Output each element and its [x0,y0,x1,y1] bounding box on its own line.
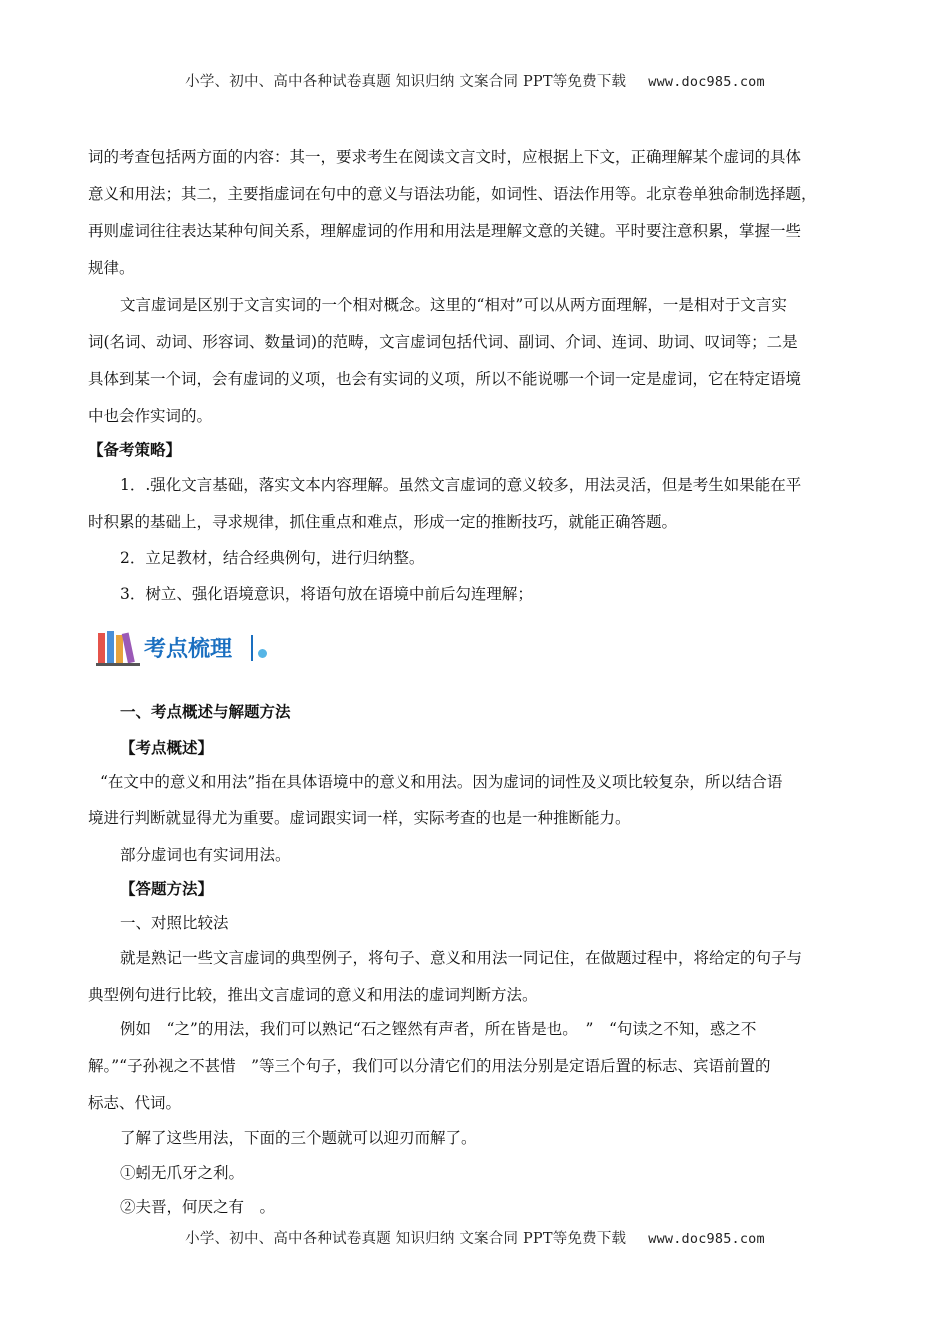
banner-title: 考点梳理 [144,637,233,662]
list-item: 1．.强化文言基础，落实文本内容理解。虽然文言虚词的意义较多，用法灵活，但是考生如果能在平 [120,476,802,494]
example-item: ①蚓无爪牙之利。 [120,1164,245,1182]
body-line: 具体到某一个词，会有虚词的义项，也会有实词的义项，所以不能说哪一个词一定是虚词，它在特定语境 [88,370,802,388]
section-heading-overview-methods: 一、考点概述与解题方法 [120,702,291,721]
body-line: 解。”“子孙视之不甚惜 ”等三个句子，我们可以分清它们的用法分别是定语后置的标志、宾语前置的 [88,1057,771,1075]
body-line: 词的考查包括两方面的内容：其一，要求考生在阅读文言文时，应根据上下文，正确理解某个虚词的具体 [88,148,802,166]
example-item: ②夫晋，何厌之有 。 [120,1198,276,1216]
books-icon [96,629,142,667]
header-url[interactable]: www.doc985.com [648,74,765,90]
page-footer [0,1227,950,1248]
body-line: 了解了这些用法，下面的三个题就可以迎刃而解了。 [120,1129,477,1147]
footer-url[interactable]: www.doc985.com [648,1231,765,1247]
list-item: 3．树立、强化语境意识，将语句放在语境中前后勾连理解； [120,585,533,603]
section-heading-strategy: 【备考策略】 [88,440,182,459]
footer-text: 小学、初中、高中各种试卷真题 知识归纳 文案合同 PPT等免费下载 [185,1231,627,1247]
body-line: 典型例句进行比较，推出文言虚词的意义和用法的虚词判断方法。 [88,986,538,1004]
body-line: 文言虚词是区别于文言实词的一个相对概念。这里的“相对”可以从两方面理解，一是相对于文言实 [120,296,787,314]
body-line: 例如 “之”的用法，我们可以熟记“石之铿然有声者，所在皆是也。 ” “句读之不知，惑之不 [120,1020,757,1038]
body-line: 意义和用法；其二，主要指虚词在句中的意义与语法功能，如词性、语法作用等。北京卷单独命制选择题， [88,185,817,203]
body-line: 词(名词、动词、形容词、数量词)的范畴，文言虚词包括代词、副词、介词、连词、助词、叹词等；二是 [88,333,798,351]
page-header [0,70,950,91]
section-banner [96,627,271,669]
banner-dot [258,649,267,658]
subheading: 一、对照比较法 [120,914,229,932]
body-line: 部分虚词也有实词用法。 [120,846,291,864]
body-line: 境进行判断就显得尤为重要。虚词跟实词一样，实际考查的也是一种推断能力。 [88,809,631,827]
section-heading-methods: 【答题方法】 [120,879,214,898]
text-cursor [251,635,253,661]
section-heading-overview: 【考点概述】 [120,738,214,757]
body-line: 中也会作实词的。 [88,407,213,425]
body-line: 再则虚词往往表达某种句间关系，理解虚词的作用和用法是理解文意的关键。平时要注意积累，掌握一些 [88,222,802,240]
body-line: 时积累的基础上，寻求规律，抓住重点和难点，形成一定的推断技巧，就能正确答题。 [88,513,678,531]
body-line: 就是熟记一些文言虚词的典型例子，将句子、意义和用法一同记住，在做题过程中，将给定的句子与 [120,949,803,967]
list-item: 2．立足教材，结合经典例句，进行归纳整。 [120,549,425,567]
body-line: 规律。 [88,259,135,277]
body-line: 标志、代词。 [88,1094,182,1112]
body-line: “在文中的意义和用法”指在具体语境中的意义和用法。因为虚词的词性及义项比较复杂，所以结合语 [100,773,783,791]
header-text: 小学、初中、高中各种试卷真题 知识归纳 文案合同 PPT等免费下载 [185,74,627,90]
